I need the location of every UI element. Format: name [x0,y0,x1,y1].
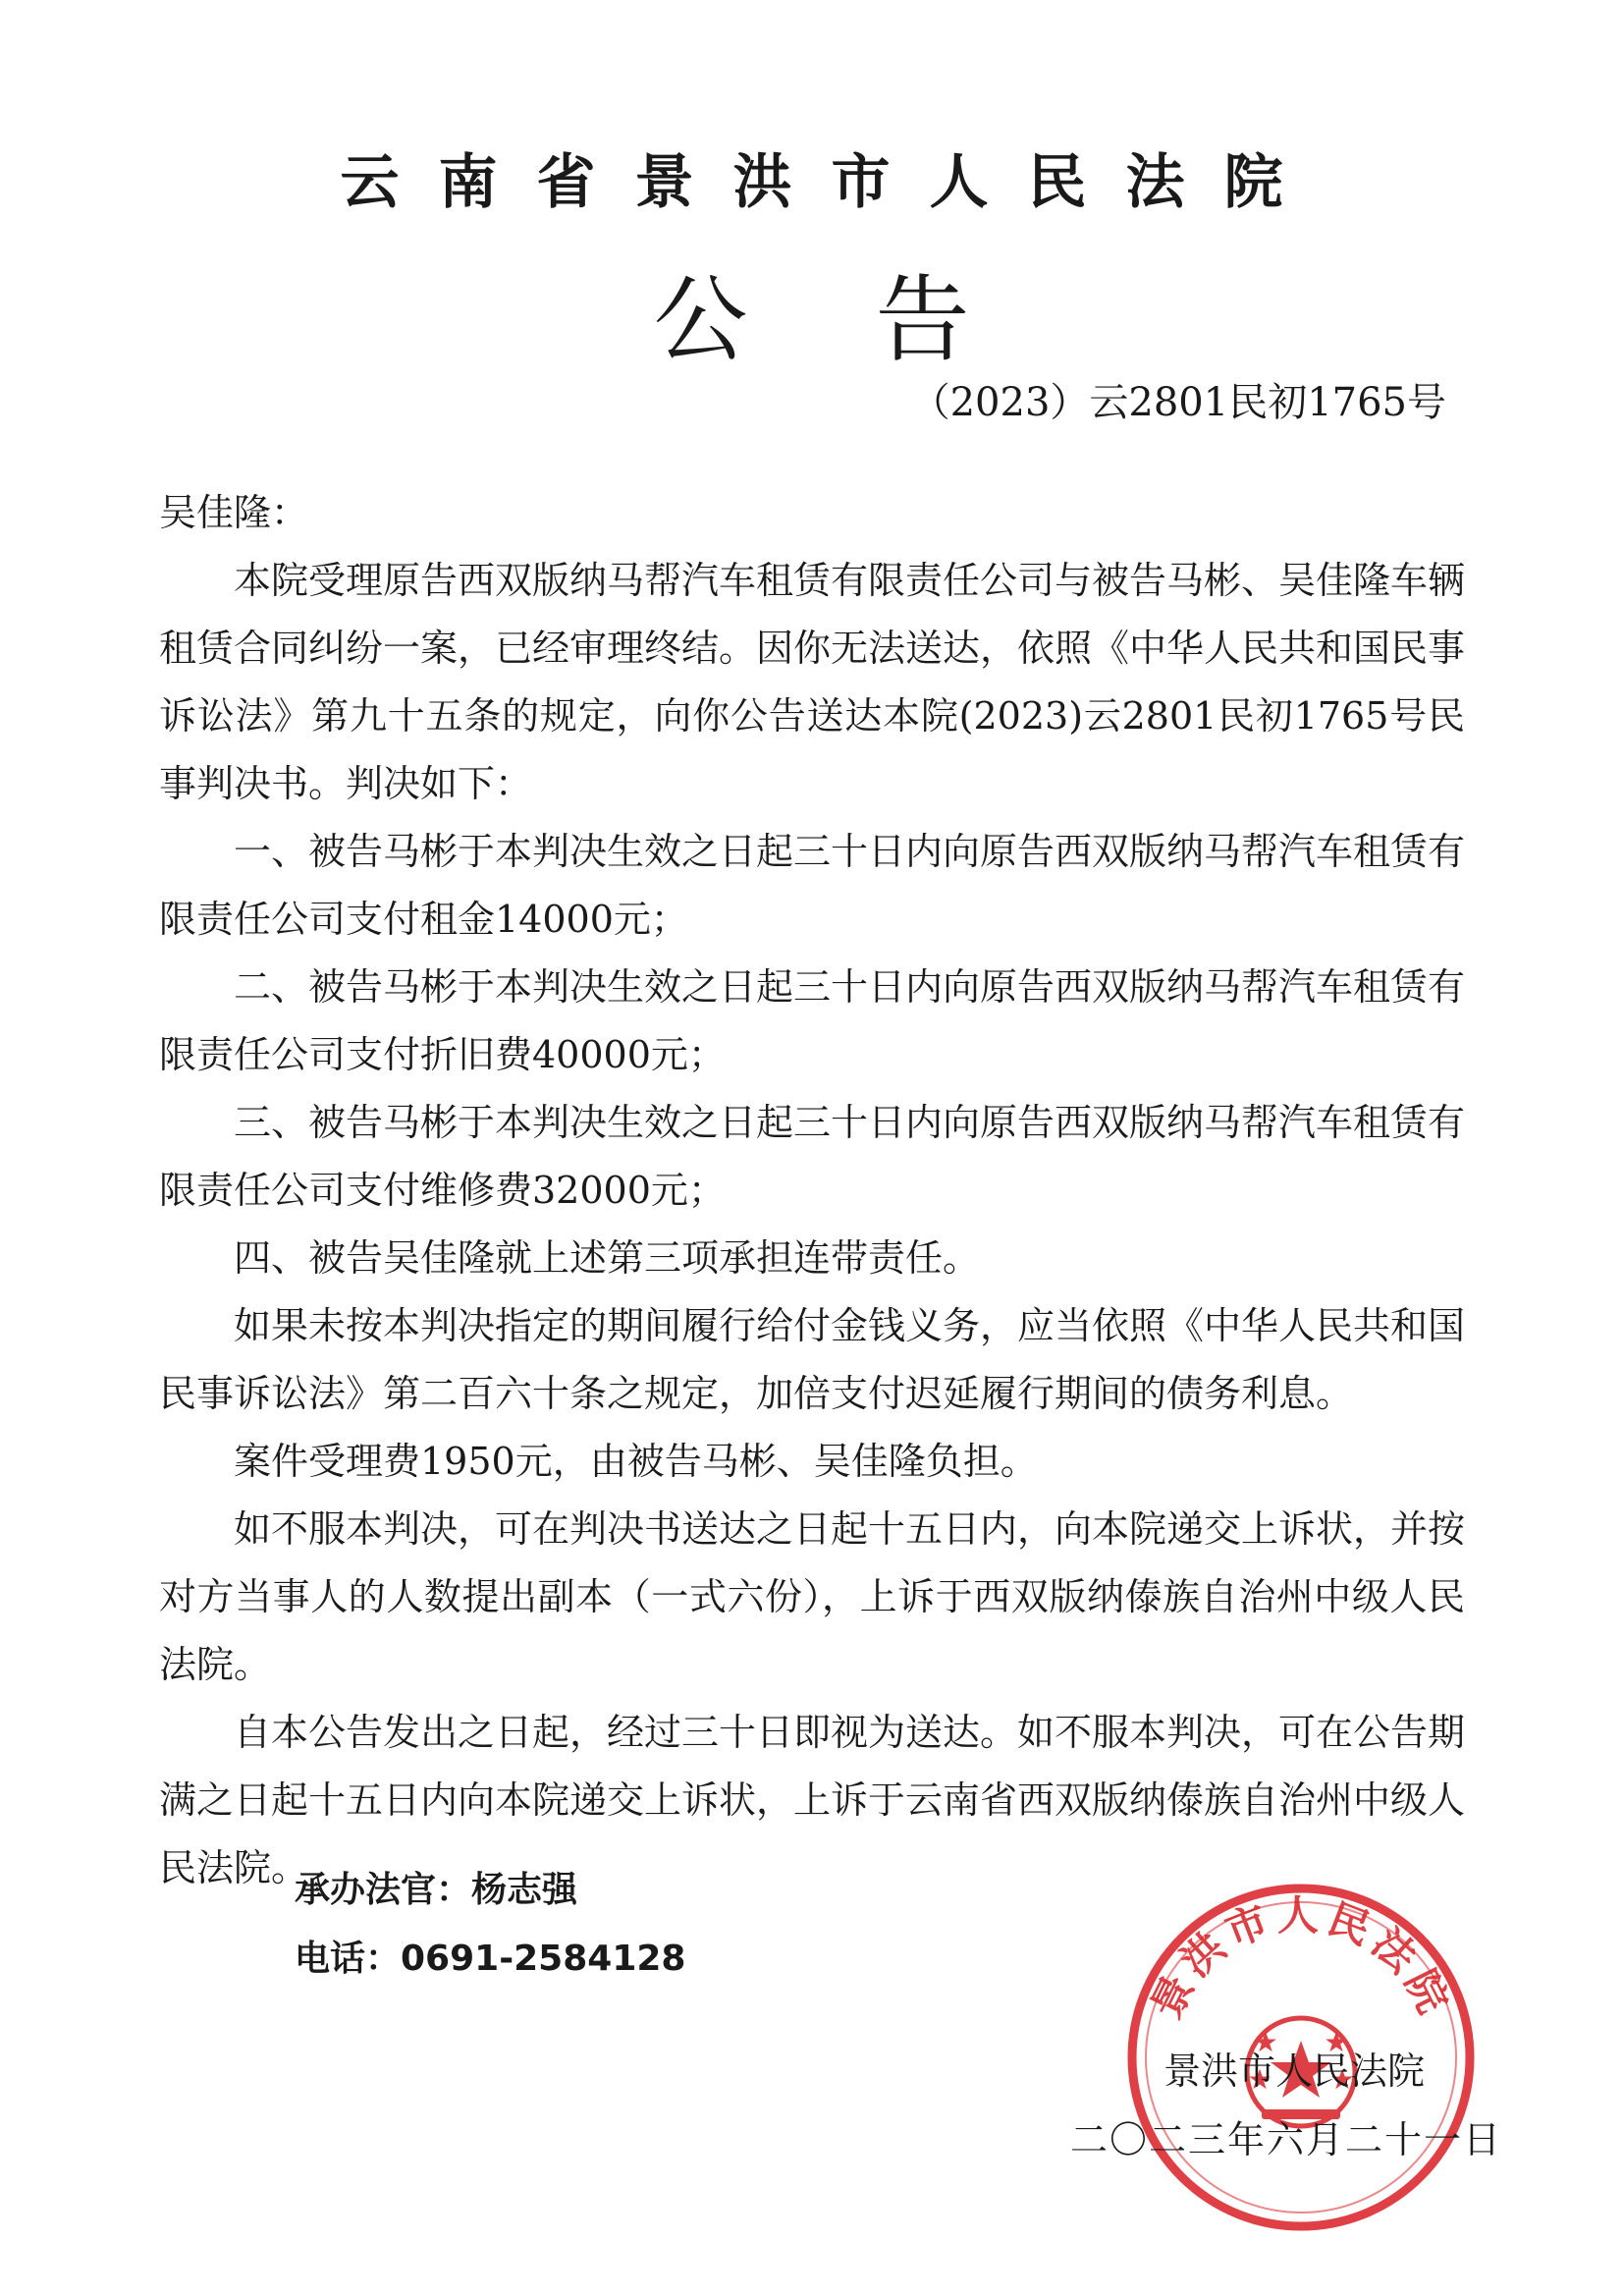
court-signature: 景洪市人民法院 [1163,2050,1426,2093]
signoff-block [295,1856,685,1994]
paragraph-judgment-item-3: 三、被告马彬于本判决生效之日起三十日内向原告西双版纳马帮汽车租赁有限责任公司支付维修费32000元； [159,1101,1466,1212]
contact-phone: 电话：0691-2584128 [295,1939,686,1979]
paragraph-judgment-item-4: 四、被告吴佳隆就上述第三项承担连带责任。 [234,1236,981,1280]
paragraph-judgment-item-1: 一、被告马彬于本判决生效之日起三十日内向原告西双版纳马帮汽车租赁有限责任公司支付租金14000元； [159,830,1466,941]
paragraph-intro: 本院受理原告西双版纳马帮汽车租赁有限责任公司与被告马彬、吴佳隆车辆租赁合同纠纷一案，已经审理终结。因你无法送达，依照《中华人民共和国民事诉讼法》第九十五条的规定，向你公告送达本院(2023)云2801民初1765号民事判决书。判决如下： [159,559,1466,805]
paragraph-court-fee: 案件受理费1950元，由被告马彬、吴佳隆负担。 [234,1440,1038,1483]
issue-date: 二〇二三年六月二十一日 [1070,2118,1503,2161]
notice-title: 公告 [653,265,1098,375]
svg-text:景洪市人民法院: 景洪市人民法院 [1142,1891,1460,2026]
paragraph-service: 自本公告发出之日起，经过三十日即视为送达。如不服本判决，可在公告期满之日起十五日内向本院递交上诉状，上诉于云南省西双版纳傣族自治州中级人民法院。 [159,1711,1466,1889]
court-name: 云南省景洪市人民法院 [340,148,1323,217]
notice-body [159,479,1465,1902]
case-number: （2023）云2801民初1765号 [910,380,1446,425]
paragraph-late-interest: 如果未按本判决指定的期间履行给付金钱义务，应当依照《中华人民共和国民事诉讼法》第二百六十条之规定，加倍支付迟延履行期间的债务利息。 [159,1304,1466,1415]
judge-name: 承办法官：杨志强 [295,1870,578,1910]
addressee: 吴佳隆： [159,491,309,534]
paragraph-appeal: 如不服本判决，可在判决书送达之日起十五日内，向本院递交上诉状，并按对方当事人的人数提出副本（一式六份），上诉于西双版纳傣族自治州中级人民法院。 [159,1507,1466,1686]
paragraph-judgment-item-2: 二、被告马彬于本判决生效之日起三十日内向原告西双版纳马帮汽车租赁有限责任公司支付折旧费40000元； [159,965,1466,1076]
